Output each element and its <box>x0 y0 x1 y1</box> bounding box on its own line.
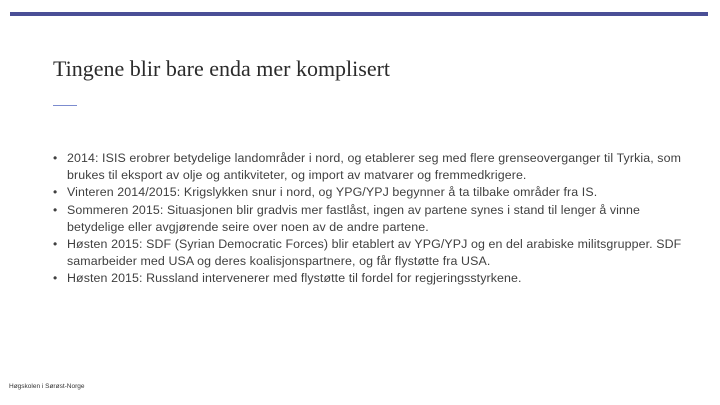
bullet-item: • Vinteren 2014/2015: Krigslykken snur i nord, og YPG/YPJ begynner å ta tilbake områder fra IS. <box>53 184 693 201</box>
bullet-item: • Høsten 2015: Russland intervenerer med flystøtte til fordel for regjeringsstyrkene. <box>53 270 693 287</box>
slide-title: Tingene blir bare enda mer komplisert <box>53 56 391 81</box>
bullet-list <box>53 150 693 288</box>
bullet-item: • 2014: ISIS erobrer betydelige landområder i nord, og etablerer seg med flere grenseoverganger til Tyrkia, som brukes til eksport av olje og antikviteter, og import av matvarer og fremmedkrigere. <box>53 150 693 184</box>
bullet-item: • Sommeren 2015: Situasjonen blir gradvis mer fastlåst, ingen av partene synes i stand til lenger å vinne betydelige eller avgjørende seire over noen av de andre partene. <box>53 202 693 236</box>
title-underline <box>53 105 77 106</box>
footer-institution: Høgskolen i Sørøst-Norge <box>9 383 85 390</box>
top-accent-bar <box>10 12 708 16</box>
bullet-item: • Høsten 2015: SDF (Syrian Democratic Forces) blir etablert av YPG/YPJ og en del arabiske militsgrupper. SDF samarbeider med USA og deres koalisjonspartnere, og får flystøtte fra USA. <box>53 236 693 270</box>
